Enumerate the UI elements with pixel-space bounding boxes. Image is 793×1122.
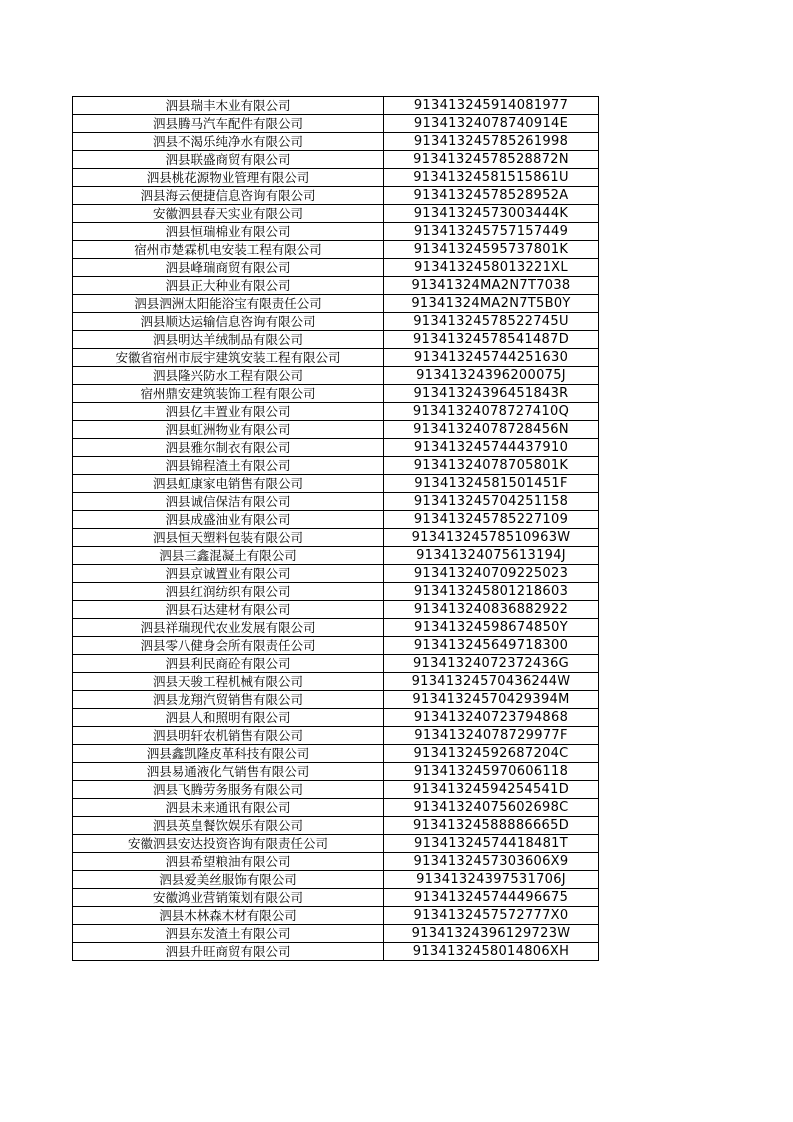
credit-code-cell: 91341324578522745U — [384, 313, 599, 331]
table-row — [73, 259, 599, 277]
credit-code-cell: 91341324594254541D — [384, 781, 599, 799]
table-row — [73, 907, 599, 925]
company-name-cell: 泗县亿丰置业有限公司 — [73, 403, 384, 421]
company-name-cell: 安徽鸿业营销策划有限公司 — [73, 889, 384, 907]
table-row — [73, 421, 599, 439]
credit-code-cell: 91341324078740914E — [384, 115, 599, 133]
credit-code-cell: 9134132458014806XH — [384, 943, 599, 961]
table-body — [73, 97, 599, 961]
company-name-cell: 泗县红润纺织有限公司 — [73, 583, 384, 601]
credit-code-cell: 91341324595737801K — [384, 241, 599, 259]
table-row — [73, 565, 599, 583]
credit-code-cell: 91341324396451843R — [384, 385, 599, 403]
table-row — [73, 871, 599, 889]
company-name-cell: 泗县易通液化气销售有限公司 — [73, 763, 384, 781]
company-name-cell: 安徽省宿州市辰宇建筑安装工程有限公司 — [73, 349, 384, 367]
company-name-cell: 泗县祥瑞现代农业发展有限公司 — [73, 619, 384, 637]
credit-code-cell: 91341324578510963W — [384, 529, 599, 547]
credit-code-cell: 91341324581501451F — [384, 475, 599, 493]
company-name-cell: 泗县升旺商贸有限公司 — [73, 943, 384, 961]
credit-code-cell: 913413240723794868 — [384, 709, 599, 727]
company-name-cell: 泗县恒天塑料包装有限公司 — [73, 529, 384, 547]
credit-code-cell: 91341324397531706J — [384, 871, 599, 889]
company-registry-table — [72, 96, 599, 961]
company-name-cell: 泗县利民商砼有限公司 — [73, 655, 384, 673]
company-name-cell: 安徽泗县春天实业有限公司 — [73, 205, 384, 223]
company-name-cell: 泗县顺达运输信息咨询有限公司 — [73, 313, 384, 331]
table-row — [73, 781, 599, 799]
credit-code-cell: 91341324075613194J — [384, 547, 599, 565]
table-row — [73, 673, 599, 691]
company-name-cell: 泗县京诚置业有限公司 — [73, 565, 384, 583]
company-name-cell: 泗县锦程渣土有限公司 — [73, 457, 384, 475]
table-row — [73, 151, 599, 169]
company-name-cell: 泗县希望粮油有限公司 — [73, 853, 384, 871]
credit-code-cell: 91341324570436244W — [384, 673, 599, 691]
credit-code-cell: 91341324078729977F — [384, 727, 599, 745]
credit-code-cell: 913413245914081977 — [384, 97, 599, 115]
company-name-cell: 泗县峰瑞商贸有限公司 — [73, 259, 384, 277]
table-row — [73, 349, 599, 367]
table-row — [73, 835, 599, 853]
table-row — [73, 547, 599, 565]
credit-code-cell: 91341324MA2N7T7038 — [384, 277, 599, 295]
credit-code-cell: 91341324078727410Q — [384, 403, 599, 421]
table-row — [73, 115, 599, 133]
company-name-cell: 泗县桃花源物业管理有限公司 — [73, 169, 384, 187]
credit-code-cell: 91341324078705801K — [384, 457, 599, 475]
company-name-cell: 泗县恒瑞棉业有限公司 — [73, 223, 384, 241]
credit-code-cell: 91341324592687204C — [384, 745, 599, 763]
company-name-cell: 泗县成盛油业有限公司 — [73, 511, 384, 529]
company-name-cell: 泗县木林森木材有限公司 — [73, 907, 384, 925]
company-name-cell: 泗县泗洲太阳能浴宝有限责任公司 — [73, 295, 384, 313]
table-row — [73, 925, 599, 943]
company-name-cell: 泗县爱美丝服饰有限公司 — [73, 871, 384, 889]
credit-code-cell: 91341324578528952A — [384, 187, 599, 205]
credit-code-cell: 91341324570429394M — [384, 691, 599, 709]
table-row — [73, 133, 599, 151]
credit-code-cell: 91341324573003444K — [384, 205, 599, 223]
company-name-cell: 泗县虹康家电销售有限公司 — [73, 475, 384, 493]
table-row — [73, 511, 599, 529]
table-row — [73, 583, 599, 601]
company-name-cell: 宿州鼎安建筑装饰工程有限公司 — [73, 385, 384, 403]
credit-code-cell: 913413245801218603 — [384, 583, 599, 601]
credit-code-cell: 913413245744496675 — [384, 889, 599, 907]
credit-code-cell: 9134132458013221XL — [384, 259, 599, 277]
company-name-cell: 泗县联盛商贸有限公司 — [73, 151, 384, 169]
company-name-cell: 泗县东发渣土有限公司 — [73, 925, 384, 943]
table-row — [73, 331, 599, 349]
credit-code-cell: 913413240836882922 — [384, 601, 599, 619]
company-name-cell: 泗县未来通讯有限公司 — [73, 799, 384, 817]
company-name-cell: 泗县明达羊绒制品有限公司 — [73, 331, 384, 349]
company-name-cell: 泗县正大种业有限公司 — [73, 277, 384, 295]
company-name-cell: 泗县零八健身会所有限责任公司 — [73, 637, 384, 655]
credit-code-cell: 913413245757157449 — [384, 223, 599, 241]
company-name-cell: 泗县不渴乐纯净水有限公司 — [73, 133, 384, 151]
company-name-cell: 泗县人和照明有限公司 — [73, 709, 384, 727]
credit-code-cell: 91341324078728456N — [384, 421, 599, 439]
table-row — [73, 403, 599, 421]
table-row — [73, 853, 599, 871]
table-row — [73, 169, 599, 187]
company-name-cell: 泗县石达建材有限公司 — [73, 601, 384, 619]
table-row — [73, 295, 599, 313]
table-row — [73, 475, 599, 493]
credit-code-cell: 913413245970606118 — [384, 763, 599, 781]
company-name-cell: 泗县隆兴防水工程有限公司 — [73, 367, 384, 385]
table-row — [73, 619, 599, 637]
credit-code-cell: 913413245744251630 — [384, 349, 599, 367]
credit-code-cell: 91341324578541487D — [384, 331, 599, 349]
credit-code-cell: 913413240709225023 — [384, 565, 599, 583]
table-row — [73, 745, 599, 763]
credit-code-cell: 91341324MA2N7T5B0Y — [384, 295, 599, 313]
credit-code-cell: 913413245744437910 — [384, 439, 599, 457]
table-row — [73, 457, 599, 475]
company-name-cell: 泗县腾马汽车配件有限公司 — [73, 115, 384, 133]
company-name-cell: 泗县龙翔汽贸销售有限公司 — [73, 691, 384, 709]
company-name-cell: 宿州市楚霖机电安装工程有限公司 — [73, 241, 384, 259]
company-name-cell: 泗县飞腾劳务服务有限公司 — [73, 781, 384, 799]
table-row — [73, 493, 599, 511]
company-name-cell: 泗县天骏工程机械有限公司 — [73, 673, 384, 691]
credit-code-cell: 9134132457303606X9 — [384, 853, 599, 871]
table-row — [73, 313, 599, 331]
credit-code-cell: 91341324396200075J — [384, 367, 599, 385]
table-row — [73, 709, 599, 727]
company-name-cell: 泗县英皇餐饮娱乐有限公司 — [73, 817, 384, 835]
credit-code-cell: 91341324598674850Y — [384, 619, 599, 637]
credit-code-cell: 91341324578528872N — [384, 151, 599, 169]
table-row — [73, 97, 599, 115]
table-row — [73, 439, 599, 457]
credit-code-cell: 91341324396129723W — [384, 925, 599, 943]
company-name-cell: 泗县三鑫混凝土有限公司 — [73, 547, 384, 565]
table-row — [73, 529, 599, 547]
table-row — [73, 187, 599, 205]
credit-code-cell: 913413245785261998 — [384, 133, 599, 151]
table-row — [73, 367, 599, 385]
table-row — [73, 799, 599, 817]
company-name-cell: 泗县明轩农机销售有限公司 — [73, 727, 384, 745]
table-row — [73, 241, 599, 259]
table-row — [73, 205, 599, 223]
company-name-cell: 安徽泗县安达投资咨询有限责任公司 — [73, 835, 384, 853]
table-row — [73, 889, 599, 907]
table-row — [73, 817, 599, 835]
table-row — [73, 727, 599, 745]
credit-code-cell: 913413245785227109 — [384, 511, 599, 529]
credit-code-cell: 91341324588886665D — [384, 817, 599, 835]
table-row — [73, 763, 599, 781]
table-row — [73, 223, 599, 241]
credit-code-cell: 91341324075602698C — [384, 799, 599, 817]
company-name-cell: 泗县雅尔制衣有限公司 — [73, 439, 384, 457]
table-row — [73, 943, 599, 961]
credit-code-cell: 91341324581515861U — [384, 169, 599, 187]
company-name-cell: 泗县鑫凯隆皮革科技有限公司 — [73, 745, 384, 763]
credit-code-cell: 913413245704251158 — [384, 493, 599, 511]
table-row — [73, 637, 599, 655]
credit-code-cell: 913413245649718300 — [384, 637, 599, 655]
company-name-cell: 泗县瑞丰木业有限公司 — [73, 97, 384, 115]
table-row — [73, 601, 599, 619]
table-row — [73, 385, 599, 403]
credit-code-cell: 91341324574418481T — [384, 835, 599, 853]
table-row — [73, 277, 599, 295]
company-name-cell: 泗县海云便捷信息咨询有限公司 — [73, 187, 384, 205]
table-row — [73, 655, 599, 673]
company-name-cell: 泗县诚信保洁有限公司 — [73, 493, 384, 511]
company-name-cell: 泗县虹洲物业有限公司 — [73, 421, 384, 439]
credit-code-cell: 91341324072372436G — [384, 655, 599, 673]
table-row — [73, 691, 599, 709]
credit-code-cell: 9134132457572777X0 — [384, 907, 599, 925]
